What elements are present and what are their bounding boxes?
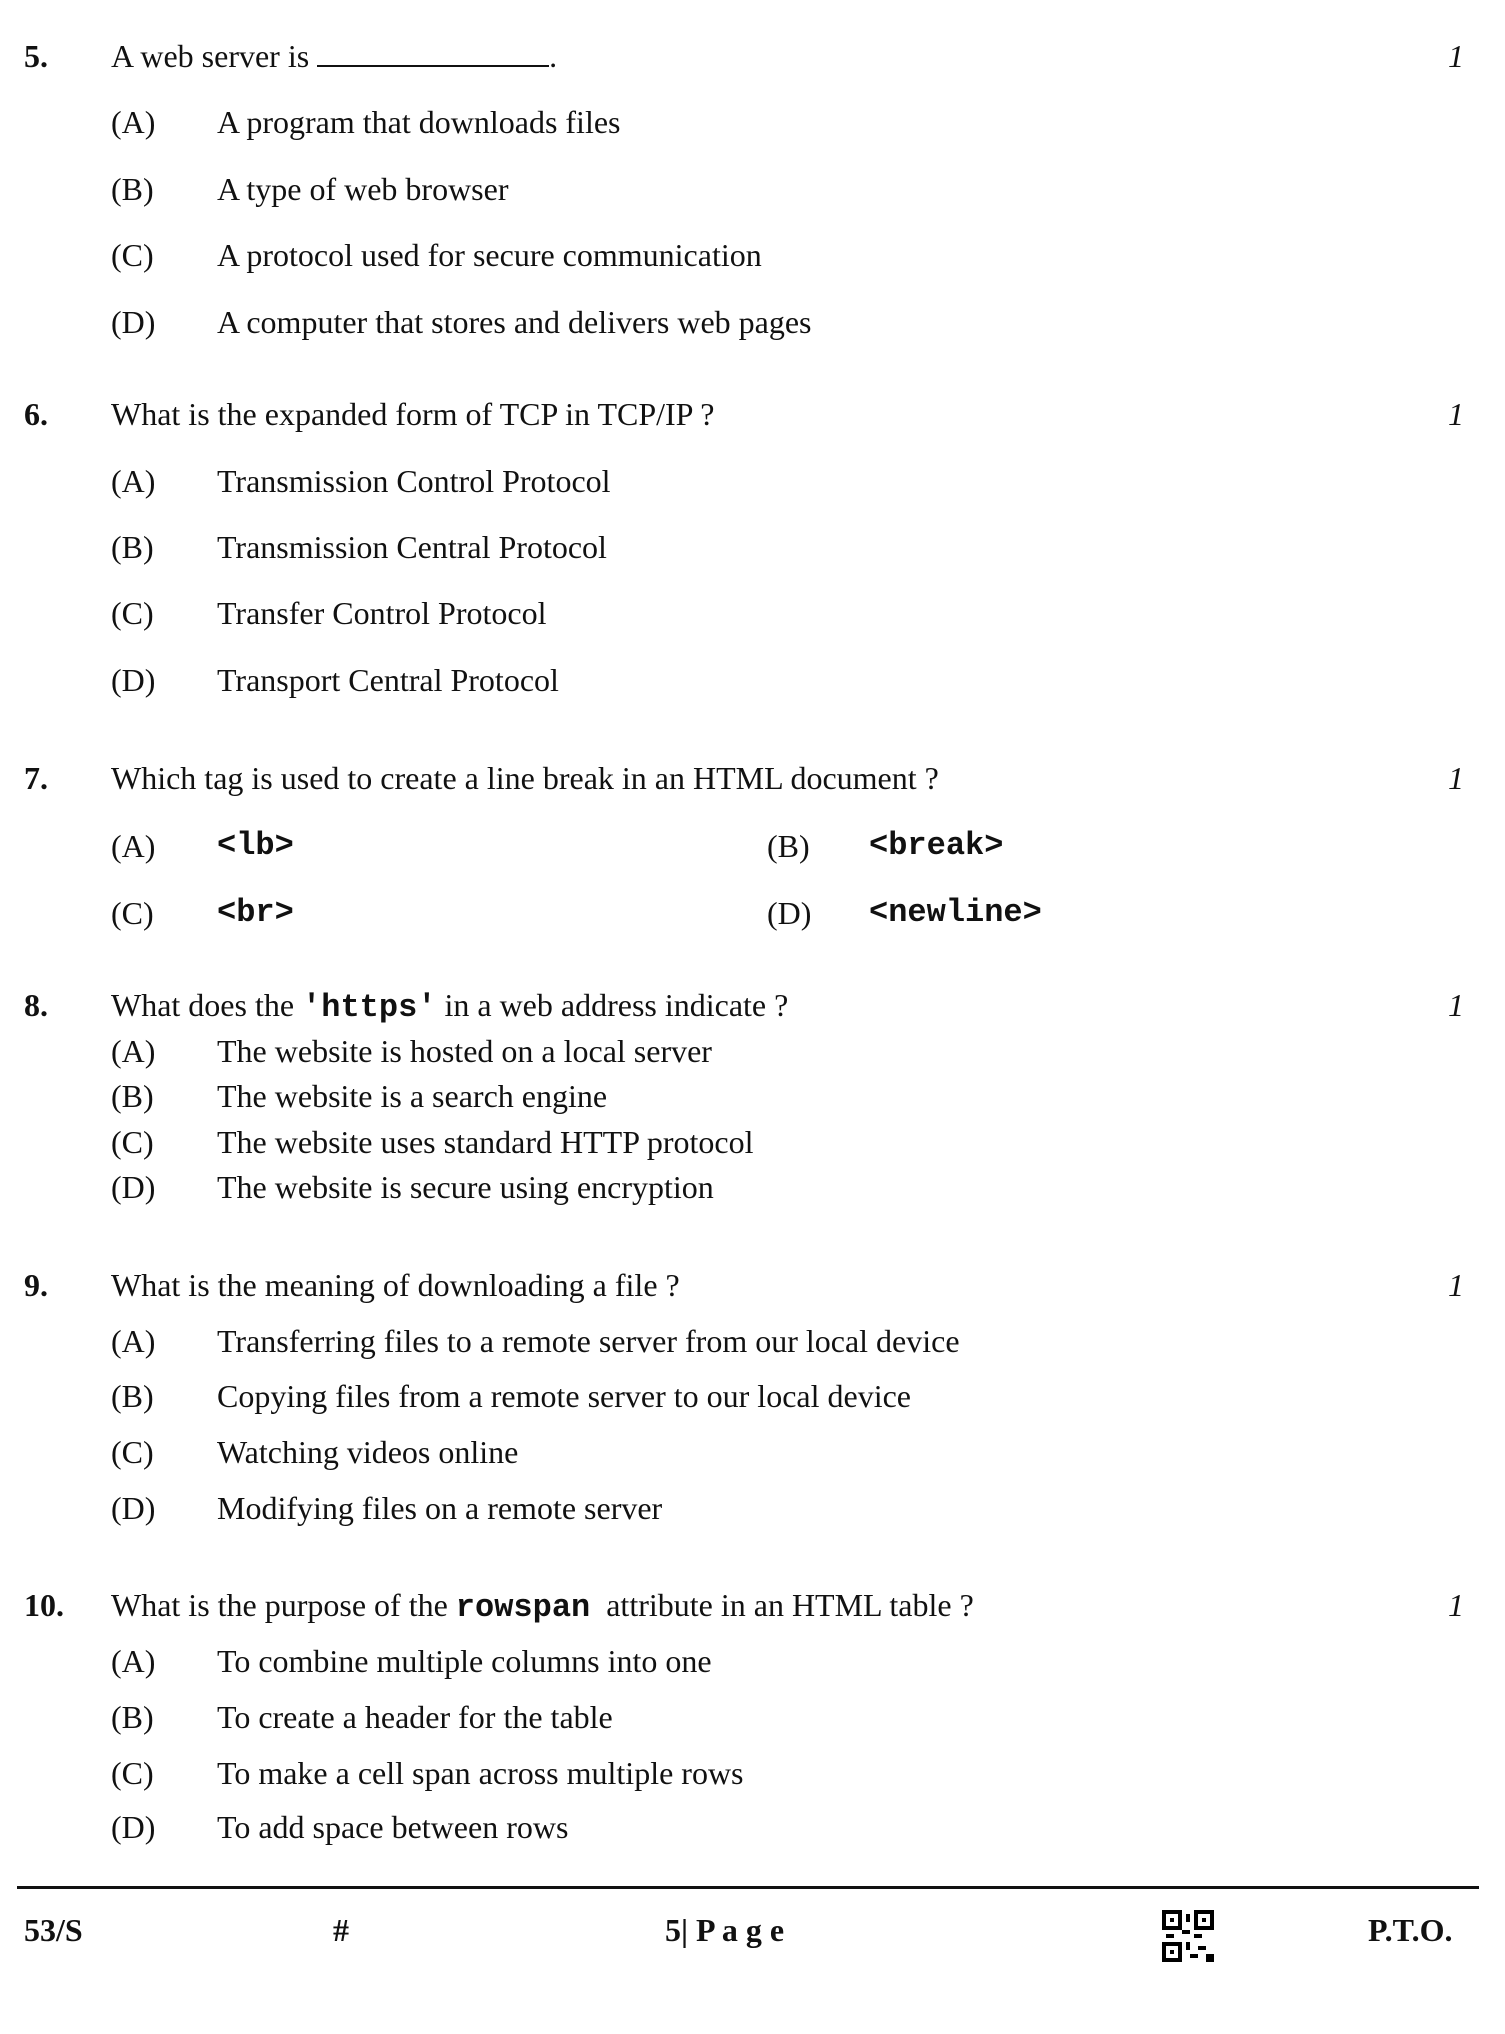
option-label: (A) — [111, 104, 156, 140]
code-text: 'https' — [302, 989, 437, 1026]
question-text-part: in a web address indicate ? — [436, 987, 789, 1023]
option-label: (D) — [111, 1809, 156, 1845]
question-text-part: . — [549, 38, 558, 74]
option-text: Transmission Central Protocol — [217, 529, 607, 565]
option-label: (A) — [111, 828, 156, 864]
question-text: Which tag is used to create a line break in an HTML document ? — [111, 760, 939, 796]
option-label: (B) — [111, 529, 154, 565]
option-text: <break> — [869, 827, 1004, 864]
question-text: What is the expanded form of TCP in TCP/IP ? — [111, 396, 715, 432]
marks: 1 — [1448, 1587, 1464, 1623]
option-label: (B) — [111, 1078, 154, 1114]
option-label: (B) — [767, 828, 810, 864]
option-text: The website is hosted on a local server — [217, 1033, 712, 1069]
marks: 1 — [1448, 760, 1464, 796]
option-label: (D) — [111, 1490, 156, 1526]
option-text: <newline> — [869, 894, 1042, 931]
question-text — [111, 36, 557, 76]
option-text: The website uses standard HTTP protocol — [217, 1124, 754, 1160]
paper-code: 53/S — [24, 1912, 83, 1948]
blank-line — [317, 39, 549, 67]
question-text — [111, 985, 788, 1025]
option-text: The website is secure using encryption — [217, 1169, 714, 1205]
question-number: 10. — [24, 1587, 64, 1623]
question-text-part: What is the purpose of the — [111, 1587, 456, 1623]
question-number: 6. — [24, 396, 48, 432]
option-label: (C) — [111, 895, 154, 931]
option-text: Transport Central Protocol — [217, 662, 559, 698]
option-label: (C) — [111, 237, 154, 273]
option-label: (C) — [111, 1124, 154, 1160]
option-label: (B) — [111, 171, 154, 207]
option-label: (C) — [111, 595, 154, 631]
question-text-part: A web server is — [111, 38, 310, 74]
option-text: <br> — [217, 894, 294, 931]
qr-code-icon — [1162, 1910, 1214, 1962]
option-text: <lb> — [217, 827, 294, 864]
option-text: Modifying files on a remote server — [217, 1490, 663, 1526]
option-text: To make a cell span across multiple rows — [217, 1755, 744, 1791]
option-text: A computer that stores and delivers web pages — [217, 304, 812, 340]
option-text: The website is a search engine — [217, 1078, 608, 1114]
option-text: Watching videos online — [217, 1434, 519, 1470]
question-text: What is the meaning of downloading a file ? — [111, 1267, 680, 1303]
option-label: (D) — [111, 662, 156, 698]
option-label: (B) — [111, 1378, 154, 1414]
option-label: (C) — [111, 1434, 154, 1470]
option-label: (D) — [111, 304, 156, 340]
question-text — [111, 1585, 974, 1625]
option-label: (A) — [111, 1323, 156, 1359]
marks: 1 — [1448, 1267, 1464, 1303]
pto-label: P.T.O. — [1368, 1912, 1453, 1948]
option-text: Copying files from a remote server to our local device — [217, 1378, 911, 1414]
question-text-part: What does the — [111, 987, 303, 1023]
question-text-part: attribute in an HTML table ? — [590, 1587, 974, 1623]
option-label: (A) — [111, 1033, 156, 1069]
question-number: 9. — [24, 1267, 48, 1303]
option-text: To combine multiple columns into one — [217, 1643, 712, 1679]
option-text: Transfer Control Protocol — [217, 595, 547, 631]
question-number: 8. — [24, 987, 48, 1023]
footer-divider — [17, 1886, 1479, 1889]
hash-mark: # — [333, 1912, 349, 1948]
option-label: (A) — [111, 463, 156, 499]
option-label: (A) — [111, 1643, 156, 1679]
option-label: (D) — [111, 1169, 156, 1205]
marks: 1 — [1448, 38, 1464, 74]
option-text: To add space between rows — [217, 1809, 569, 1845]
option-text: A protocol used for secure communication — [217, 237, 762, 273]
marks: 1 — [1448, 987, 1464, 1023]
option-text: Transferring files to a remote server from our local device — [217, 1323, 960, 1359]
marks: 1 — [1448, 396, 1464, 432]
option-label: (D) — [767, 895, 812, 931]
option-text: A program that downloads files — [217, 104, 621, 140]
code-text: rowspan — [455, 1589, 591, 1626]
option-label: (C) — [111, 1755, 154, 1791]
question-number: 5. — [24, 38, 48, 74]
option-label: (B) — [111, 1699, 154, 1735]
option-text: Transmission Control Protocol — [217, 463, 611, 499]
option-text: To create a header for the table — [217, 1699, 613, 1735]
question-number: 7. — [24, 760, 48, 796]
page-number: 5| P a g e — [665, 1912, 785, 1948]
option-text: A type of web browser — [217, 171, 509, 207]
